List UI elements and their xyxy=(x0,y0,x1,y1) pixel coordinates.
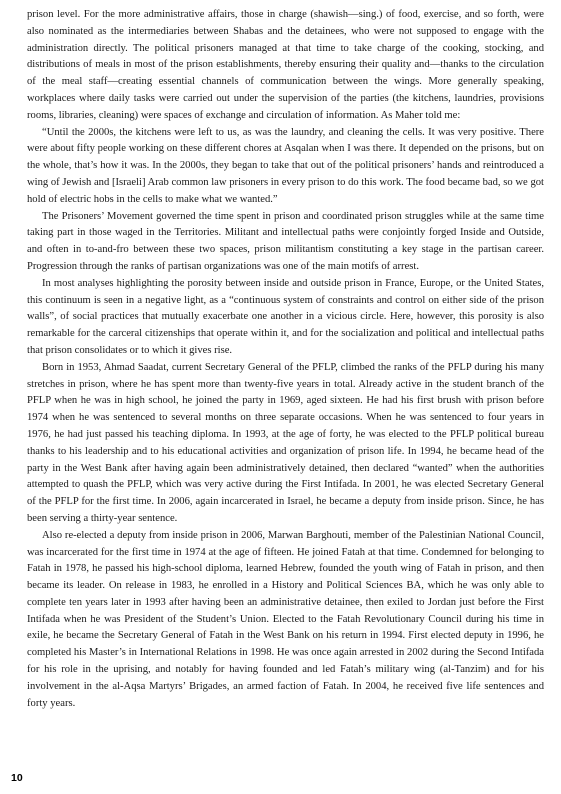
body-text xyxy=(27,7,544,712)
page-number: 10 xyxy=(11,772,23,784)
paragraph: In most analyses highlighting the porosity between inside and outside prison in France, Europe, or the United States, this continuum is seen in a negative light, as a “continuous system of constraints and control on either side of the prison walls”, of social practices that mutually exacerbate one another in a vicious circle. Here, however, this porosity is also remarkable for the carceral citizenships that operate within it, and for the socialization and political and intellectual paths that prison consolidates or to which it gives rise. xyxy=(27,277,544,356)
paragraph: Also re-elected a deputy from inside prison in 2006, Marwan Barghouti, member of the Palestinian National Council, was incarcerated for the first time in 1974 at the age of fifteen. He joined Fatah at that time. Condemned for belonging to Fatah in 1978, he passed his high-school diploma, learned Hebrew, founded the youth wing of Fatah in prison, and then became its leader. On release in 1983, he enrolled in a History and Political Sciences BA, which he was only able to complete ten years later in 1993 after having been an administrative detainee, then exiled to Jordan just before the First Intifada when he was President of the Student’s Union. Elected to the Fatah Revolutionary Council during his time in exile, he became the Secretary General of Fatah in the West Bank on his return in 1994. First elected deputy in 1996, he completed his Master’s in International Relations in 1998. He was once again arrested in 2002 during the Second Intifada for his role in the uprising, and notably for having founded and led Fatah’s military wing (al-Tanzim) and for his involvement in the al-Aqsa Martyrs’ Brigades, an armed faction of Fatah. In 2004, he received five life sentences and forty years. xyxy=(27,529,544,709)
paragraph: The Prisoners’ Movement governed the time spent in prison and coordinated prison struggles while at the same time taking part in those waged in the Territories. Militant and intellectual paths were conjointly forged Inside and Outside, and often in to-and-fro between these two spaces, prison militantism constituting a key stage in the partisan career. Progression through the ranks of partisan organizations was one of the main motifs of arrest. xyxy=(27,210,544,272)
paragraph: Born in 1953, Ahmad Saadat, current Secretary General of the PFLP, climbed the ranks of the PFLP during his many stretches in prison, where he has spent more than twenty-five years in total. Already active in the student branch of the PFLP when he was in high school, he joined the party in 1969, aged sixteen. He had his first brush with prison before 1974 when he was sentenced to several months on three separate occasions. When he was sentenced to four years in 1976, he had just passed his teaching diploma. In 1993, at the age of forty, he was elected to the PFLP political bureau thanks to his leadership and to his educational activities and organization of prison life. In 1994, he became head of the party in the West Bank after having again been administratively detained, then declared “wanted” when the authorities attempted to quash the PFLP, which was very active during the First Intifada. In 2001, he was elected Secretary General of the PFLP for the first time. In 2006, again incarcerated in Israel, he became a deputy from inside prison. Since, he has been serving a thirty-year sentence. xyxy=(27,361,544,524)
paragraph-continuation: prison level. For the more administrative affairs, those in charge (shawish—sing.) of food, exercise, and so forth, were also nominated as the intermediaries between Shabas and the detainees, who were not supposed to engage with the administration directly. The political prisoners managed at that time to take charge of the cooking, stocking, and distributions of meals in most of the prison establishments, thereby ensuring their quality and—thanks to the circulation of the meal staff—creating essential channels of communication between the wings. More generally speaking, workplaces where daily tasks were carried out under the supervision of the parties (the kitchens, laundries, provisions rooms, libraries, cleaning) were spaces of exchange and circulation of information. As Maher told me: xyxy=(27,9,544,121)
paragraph-quote: “Until the 2000s, the kitchens were left to us, as was the laundry, and cleaning the cells. It was very positive. There were about fifty people working on these different chores at Asqalan when I was there. It depended on the prisons, but on the whole, that’s how it was. In the 2000s, they began to take that out of the political prisoners’ hands and reintroduced a wing of Jewish and [Israeli] Arab common law prisoners in every prison to do this work. The food became bad, so we got hold of electric hobs in the cells to make what we wanted.” xyxy=(27,126,544,205)
